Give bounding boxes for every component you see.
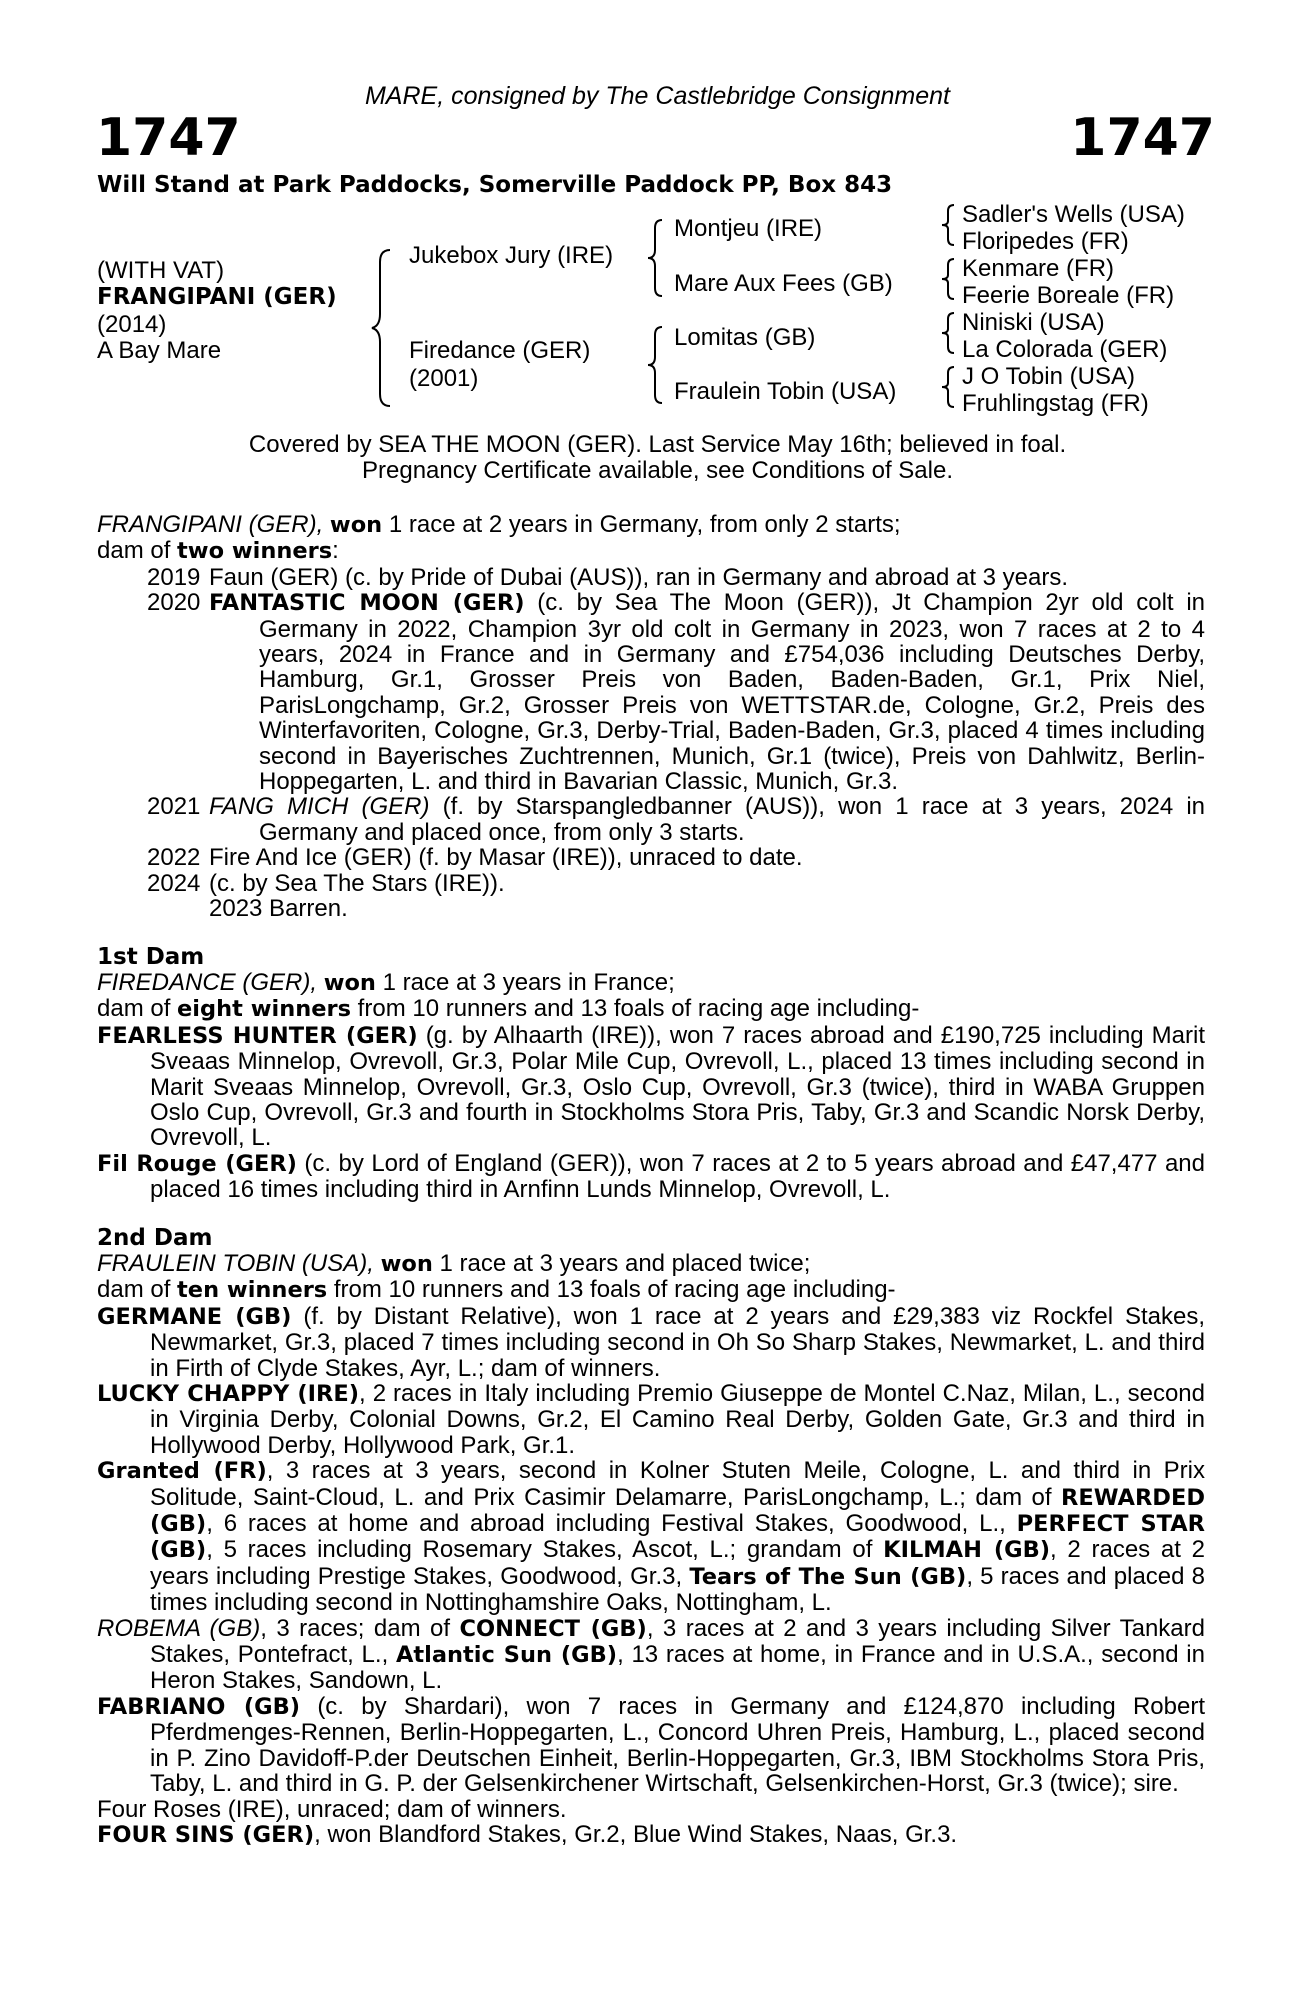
progeny-entry: FEARLESS HUNTER (GER) (g. by Alhaarth (IRE)), won 7 races abroad and £190,725 including Marit Sveaas Minnelop, Ovrevoll, Gr.3, Polar Mile Cup, Ovrevoll, L., placed 13 times including second in Marit Sveaas Minnelop, Ovrevoll, Gr.3, Oslo Cup, Ovrevoll, Gr.3 (twice), third in WABA Gruppen Oslo Cup, Ovrevoll, Gr.3 and fourth in Stockholms Stora Pris, Taby, Gr.3 and Scandic Norsk Derby, Ovrevoll, L. (97, 1021, 1205, 1152)
dam-year: (2001) (409, 365, 479, 392)
progeny-entry: LUCKY CHAPPY (IRE), 2 races in Italy including Premio Giuseppe de Montel C.Naz, Milan, L., second in Virginia Derby, Colonial Downs, Gr.2, El Camino Real Derby, Golden Gate, Gr.3 and third in Hollywood Derby, Hollywood Park, Gr.1. (97, 1380, 1205, 1459)
dam-sire-dam: La Colorada (GER) (962, 336, 1168, 363)
produce-row: 2022 Fire And Ice (GER) (f. by Masar (IRE)), unraced to date. (147, 844, 803, 872)
mare-intro: FRANGIPANI (GER), won 1 race at 2 years in Germany, from only 2 starts; (97, 511, 901, 538)
sire-sire: Montjeu (IRE) (674, 215, 823, 242)
produce-row: 2023 Barren. (209, 895, 348, 923)
horse-year: (2014) (97, 311, 167, 338)
sire-sire-dam: Floripedes (FR) (962, 228, 1129, 255)
brace-sd (942, 257, 956, 301)
produce-row: 2020 FANTASTIC MOON (GER) (c. by Sea The Moon (GER)), Jt Champion 2yr old colt in Germany in 2022, Champion 3yr old colt in Germany in 2023, won 7 races at 2 to 4 years, 2024 in France and in Germany and £754,036 including Deutsches Derby, Hamburg, Gr.1, Grosser Preis von Baden, Baden-Baden, Gr.1, Prix Niel, ParisLongchamp, Gr.2, Grosser Preis von WETTSTAR.de, Cologne, Gr.2, Preis des Winterfavoriten, Cologne, Gr.3, Derby-Trial, Baden-Baden, Gr.3, placed 4 times including second in Bayerisches Zuchtrennen, Munich, Gr.1 (twice), Preis von Dahlwitz, Berlin-Hoppegarten, L. and third in Bavarian Classic, Munich, Gr.3. (147, 589, 1206, 796)
dam-sire-sire: Niniski (USA) (962, 309, 1105, 336)
produce-row: 2021 FANG MICH (GER) (f. by Starspangledbanner (AUS)), won 1 race at 3 years, 2024 in Germany and placed once, from only 3 starts. (147, 793, 1206, 846)
vat-label: (WITH VAT) (97, 257, 225, 284)
progeny-entry: Four Roses (IRE), unraced; dam of winners. (97, 1795, 567, 1823)
dam-sire: Lomitas (GB) (674, 324, 816, 351)
progeny-entry: Fil Rouge (GER) (c. by Lord of England (GER)), won 7 races at 2 to 5 years abroad and £47,477 and placed 16 times including third in Arnfinn Lunds Minnelop, Ovrevoll, L. (97, 1149, 1205, 1204)
progeny-entry: GERMANE (GB) (f. by Distant Relative), won 1 race at 2 years and £29,383 viz Rockfel Stakes, Newmarket, Gr.3, placed 7 times including second in Oh So Sharp Stakes, Newmarket, L. and third in Firth of Clyde Stakes, Ayr, L.; dam of winners. (97, 1302, 1205, 1382)
produce-row: 2019 Faun (GER) (c. by Pride of Dubai (AUS)), ran in Germany and abroad at 3 years. (147, 563, 1069, 591)
sire-dam-dam: Feerie Boreale (FR) (962, 282, 1175, 309)
lot-number-right: 1747 (1070, 108, 1215, 168)
first-dam-heading: 1st Dam (97, 943, 205, 970)
sire-dam-sire: Kenmare (FR) (962, 255, 1115, 282)
progeny-entry: FOUR SINS (GER), won Blandford Stakes, Gr.2, Blue Wind Stakes, Naas, Gr.3. (97, 1820, 958, 1848)
brace-ss (942, 203, 956, 247)
progeny-entry: ROBEMA (GB), 3 races; dam of CONNECT (GB), 3 races at 2 and 3 years including Silver Tankard Stakes, Pontefract, L., Atlantic Sun (GB), 13 races at home, in France and in U.S.A., second in Heron Stakes, Sandown, L. (97, 1614, 1205, 1695)
consignment-line: MARE, consigned by The Castlebridge Consignment (364, 82, 951, 110)
sire-dam: Mare Aux Fees (GB) (674, 270, 893, 297)
brace-dd (942, 365, 956, 409)
dam-dam-sire: J O Tobin (USA) (962, 363, 1135, 390)
covered-line: Covered by SEA THE MOON (GER). Last Service May 16th; believed in foal. (248, 431, 1067, 458)
stand-location: Will Stand at Park Paddocks, Somerville Paddock PP, Box 843 (97, 172, 893, 198)
first-dam-dam-of: dam of eight winners from 10 runners and 13 foals of racing age including- (97, 995, 920, 1023)
dam: Firedance (GER) (409, 337, 591, 364)
brace-sire (648, 218, 664, 298)
dam-dam-dam: Fruhlingstag (FR) (962, 390, 1149, 417)
progeny-entry: Granted (FR), 3 races at 3 years, second in Kolner Stuten Meile, Cologne, L. and third in Prix Solitude, Saint-Cloud, L. and Prix Casimir Delamarre, ParisLongchamp, L.; dam of REWARDED (GB), 6 races at home and abroad including Festival Stakes, Goodwood, L., PERFECT STAR (GB), 5 races including Rosemary Stakes, Ascot, L.; grandam of KILMAH (GB), 2 races at 2 years including Prestige Stakes, Goodwood, Gr.3, Tears of The Sun (GB), 5 races and placed 8 times including second in Nottinghamshire Oaks, Nottingham, L. (97, 1457, 1206, 1617)
first-dam-intro: FIREDANCE (GER), won 1 race at 3 years in France; (97, 968, 675, 996)
pregnancy-line: Pregnancy Certificate available, see Conditions of Sale. (362, 457, 953, 484)
produce-row: 2024 (c. by Sea The Stars (IRE)). (147, 869, 505, 897)
mare-dam-of: dam of two winners: (97, 537, 339, 565)
horse-desc: A Bay Mare (97, 337, 222, 364)
horse-name: FRANGIPANI (GER) (97, 284, 337, 310)
second-dam-dam-of: dam of ten winners from 10 runners and 13 foals of racing age including- (97, 1276, 896, 1304)
sire: Jukebox Jury (IRE) (409, 242, 614, 269)
brace-dam (648, 325, 664, 405)
dam-dam: Fraulein Tobin (USA) (674, 378, 897, 405)
brace-main (372, 248, 392, 408)
lot-number-left: 1747 (96, 108, 241, 168)
second-dam-heading: 2nd Dam (97, 1224, 213, 1251)
brace-ds (942, 311, 956, 355)
sire-sire-sire: Sadler's Wells (USA) (962, 201, 1185, 228)
second-dam-intro: FRAULEIN TOBIN (USA), won 1 race at 3 years and placed twice; (97, 1249, 811, 1277)
produce-section (97, 512, 1205, 1848)
progeny-entry: FABRIANO (GB) (c. by Shardari), won 7 races in Germany and £124,870 including Robert Pferdmenges-Rennen, Berlin-Hoppegarten, L., Concord Uhren Preis, Hamburg, L., placed second in P. Zino Davidoff-P.der Deutschen Einheit, Berlin-Hoppegarten, Gr.3, IBM Stockholms Stora Pris, Taby, L. and third in G. P. der Gelsenkirchener Wirtschaft, Gelsenkirchen-Horst, Gr.3 (twice); sire. (97, 1692, 1206, 1798)
covered-notice (0, 432, 1315, 484)
